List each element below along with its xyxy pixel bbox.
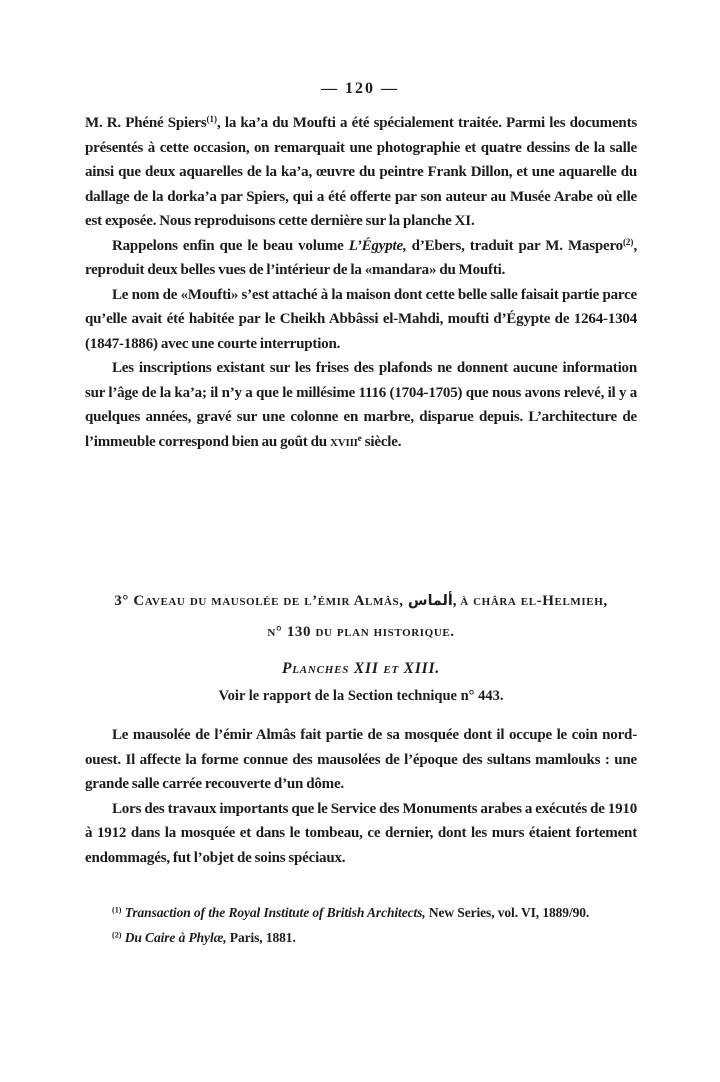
text-segment-sup: (2) xyxy=(112,930,122,940)
text-segment-sup: (2) xyxy=(622,236,634,247)
text-segment-smallcaps: , à châra el-Helmieh, xyxy=(452,593,608,609)
text-segment-normal: siècle. xyxy=(361,433,402,450)
text-segment-normal: M. R. Phéné Spiers xyxy=(85,115,207,131)
paragraph-spiers-kaa xyxy=(85,111,637,234)
text-segment-sup: (1) xyxy=(112,905,122,915)
paragraph-ebers-maspero xyxy=(85,234,637,283)
section-heading-line-1 xyxy=(85,586,637,617)
page-number: — 120 — xyxy=(321,80,399,97)
plates-reference: Planches XII et XIII. xyxy=(281,660,440,677)
text-segment-normal: Le nom de «Moufti» s’est attaché à la maison dont cette belle salle faisait partie parce qu’elle avait été habitée par le Cheikh Abbâssi el-Mahdi, moufti d’Égypte de 1264-1304 (1847-1886) avec une courte interruption. xyxy=(85,286,637,352)
text-segment-normal: Rappelons enfin que le beau volume xyxy=(112,237,349,254)
text-segment-italic: Du Caire à Phylæ, xyxy=(121,930,227,945)
text-segment-normal: d’Ebers, traduit par M. Maspero xyxy=(406,237,623,254)
text-segment-normal: 3° xyxy=(114,593,134,609)
text-segment-normal: , reproduit deux belles vues de l’intérieur de la «mandara» du Moufti. xyxy=(85,237,637,278)
section-body-text xyxy=(85,723,637,870)
section-heading-line-2 xyxy=(85,617,637,648)
technical-report-reference: Voir le rapport de la Section technique n° 443. xyxy=(218,688,504,704)
section-caveau-almas xyxy=(85,586,637,706)
footnote-2 xyxy=(85,925,637,950)
text-segment-normal: Paris, 1881. xyxy=(226,930,296,945)
text-segment-normal: Le mausolée de l’émir Almâs fait partie de sa mosquée dont il occupe le coin nord-ouest. Il affecte la forme connue des mausolées de l’époque des sultans mamlouks : une grande salle carrée recouverte d’un dôme. xyxy=(85,727,637,792)
paragraph-nom-moufti xyxy=(85,283,637,357)
text-segment-italic: L’Égypte, xyxy=(348,237,407,254)
paragraph-mausolee-description xyxy=(85,723,637,797)
text-segment-normal: , la ka’a du Moufti a été spécialement traitée. Parmi les documents présentés à cette occasion, on remarquait une photographie et quatre dessins de la salle ainsi que deux aquarelles de la ka’a, œuvre du peintre Frank Dillon, et une aquarelle du dallage de la dorka’a par Spiers, qui a été offerte par son auteur au Musée Arabe où elle est exposée. Nous reproduisons cette dernière sur la planche XI. xyxy=(85,115,638,229)
footnotes xyxy=(85,900,637,950)
text-segment-sup: e xyxy=(357,432,362,443)
text-segment-arabic: ألماس xyxy=(407,593,453,609)
text-segment-smallcaps: xviii xyxy=(330,433,358,450)
paragraph-travaux-1910-1912 xyxy=(85,797,637,871)
text-segment-normal: New Series, vol. VI, 1889/90. xyxy=(425,905,590,920)
text-segment-smallcaps: n° 130 du plan historique. xyxy=(267,624,455,640)
text-segment-normal: Lors des travaux importants que le Service des Monuments arabes a exécutés de 1910 à 1912 dans la mosquée et dans le tombeau, ce dernier, dont les murs étaient fortement endommagés, fut l’objet de soins spéciaux. xyxy=(85,800,637,866)
text-segment-italic: Transaction of the Royal Institute of British Architects, xyxy=(121,905,426,920)
text-segment-smallcaps: Caveau du mausolée de l’émir Almâs, xyxy=(133,593,408,609)
body-text xyxy=(85,111,637,454)
text-segment-normal: Les inscriptions existant sur les frises des plafonds ne donnent aucune information sur l’âge de la ka’a; il n’y a que le millésime 1116 (1704-1705) que nous avons relevé, il y a quelques années, gravé sur une colonne en marbre, disparue depuis. L’architecture de l’immeuble correspond bien au goût du xyxy=(85,360,637,450)
paragraph-inscriptions xyxy=(85,356,637,454)
footnote-1 xyxy=(85,900,637,925)
text-segment-sup: (1) xyxy=(206,114,218,125)
